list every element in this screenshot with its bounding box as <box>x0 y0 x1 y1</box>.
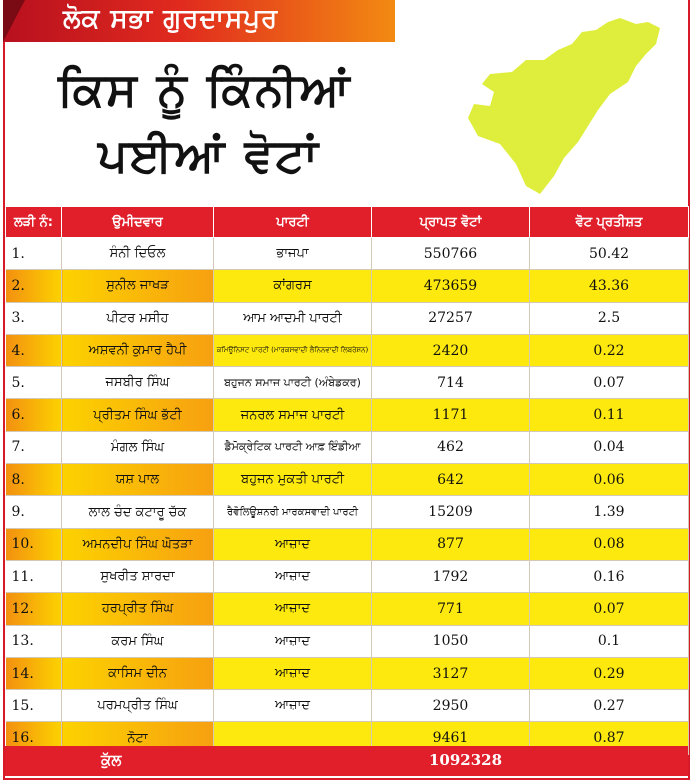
headline-line-2: ਪਈਆਂ ਵੋਟਾਂ <box>98 128 320 182</box>
party-cell: ਆਜ਼ਾਦ <box>214 528 372 560</box>
serial-cell: 4. <box>6 334 62 366</box>
party-cell: ਆਜ਼ਾਦ <box>214 657 372 689</box>
votes-cell: 642 <box>372 464 530 496</box>
percentage-cell: 0.06 <box>530 464 689 496</box>
candidate-cell: ਮੰਗਲ ਸਿੰਘ <box>62 431 214 463</box>
constituency-title: ਲੋਕ ਸਭਾ ਗੁਰਦਾਸਪੁਰ <box>63 4 279 34</box>
votes-cell: 462 <box>372 431 530 463</box>
party-cell: ਰੈਵੋਲਿਊਸ਼ਨਰੀ ਮਾਰਕਸਵਾਦੀ ਪਾਰਟੀ <box>214 496 372 528</box>
header-candidate: ਉਮੀਦਵਾਰ <box>62 207 214 238</box>
serial-cell: 16. <box>6 722 62 754</box>
table-row <box>6 690 689 722</box>
table-row <box>6 302 689 334</box>
table-row <box>6 367 689 399</box>
party-cell: ਜਨਰਲ ਸਮਾਜ ਪਾਰਟੀ <box>214 399 372 431</box>
total-row <box>5 746 688 776</box>
party-cell: ਆਜ਼ਾਦ <box>214 560 372 592</box>
serial-cell: 6. <box>6 399 62 431</box>
header-percentage: ਵੋਟ ਪ੍ਰਤੀਸ਼ਤ <box>530 207 689 238</box>
percentage-cell: 2.5 <box>530 302 689 334</box>
percentage-cell: 0.22 <box>530 334 689 366</box>
party-cell: ਆਜ਼ਾਦ <box>214 593 372 625</box>
table-row <box>6 464 689 496</box>
candidate-cell: ਯਸ਼ ਪਾਲ <box>62 464 214 496</box>
table-row <box>6 625 689 657</box>
table-row <box>6 593 689 625</box>
serial-cell: 5. <box>6 367 62 399</box>
percentage-cell: 1.39 <box>530 496 689 528</box>
serial-cell: 11. <box>6 560 62 592</box>
percentage-cell: 43.36 <box>530 270 689 302</box>
serial-cell: 10. <box>6 528 62 560</box>
votes-cell: 2950 <box>372 690 530 722</box>
table-row <box>6 528 689 560</box>
percentage-cell: 0.29 <box>530 657 689 689</box>
percentage-cell: 0.27 <box>530 690 689 722</box>
candidate-cell: ਪ੍ਰੀਤਮ ਸਿੰਘ ਭੱਟੀ <box>62 399 214 431</box>
table-row <box>6 657 689 689</box>
serial-cell: 15. <box>6 690 62 722</box>
party-cell: ਆਮ ਆਦਮੀ ਪਾਰਟੀ <box>214 302 372 334</box>
candidate-cell: ਸੁਖਰੀਤ ਸ਼ਾਰਦਾ <box>62 560 214 592</box>
candidate-cell: ਨੋਟਾ <box>62 722 214 754</box>
serial-cell: 7. <box>6 431 62 463</box>
percentage-cell: 50.42 <box>530 238 689 270</box>
percentage-cell: 0.11 <box>530 399 689 431</box>
votes-cell: 15209 <box>372 496 530 528</box>
results-table <box>5 206 689 755</box>
party-cell: ਆਜ਼ਾਦ <box>214 690 372 722</box>
party-cell: ਬਹੁਜਨ ਸਮਾਜ ਪਾਰਟੀ (ਅੰਬੇਡਕਰ) <box>214 367 372 399</box>
votes-cell: 9461 <box>372 722 530 754</box>
percentage-cell: 0.1 <box>530 625 689 657</box>
header-party: ਪਾਰਟੀ <box>214 207 372 238</box>
candidate-cell: ਸੰਨੀ ਦਿਓਲ <box>62 238 214 270</box>
candidate-cell: ਅਮਨਦੀਪ ਸਿੰਘ ਘੋਤੜਾ <box>62 528 214 560</box>
percentage-cell: 0.07 <box>530 367 689 399</box>
serial-cell: 1. <box>6 238 62 270</box>
party-cell: ਭਾਜਪਾ <box>214 238 372 270</box>
votes-cell: 2420 <box>372 334 530 366</box>
serial-cell: 12. <box>6 593 62 625</box>
candidate-cell: ਸੁਨੀਲ ਜਾਖੜ <box>62 270 214 302</box>
serial-cell: 13. <box>6 625 62 657</box>
banner-notch <box>3 0 25 42</box>
votes-cell: 3127 <box>372 657 530 689</box>
votes-cell: 714 <box>372 367 530 399</box>
header-serial: ਲੜੀ ਨੰ: <box>6 207 62 238</box>
table-row <box>6 496 689 528</box>
constituency-banner <box>3 0 395 42</box>
table-row <box>6 238 689 270</box>
votes-cell: 27257 <box>372 302 530 334</box>
candidate-cell: ਅਸ਼ਵਨੀ ਕੁਮਾਰ ਹੈਪੀ <box>62 334 214 366</box>
table-row <box>6 270 689 302</box>
party-cell: ਆਜ਼ਾਦ <box>214 625 372 657</box>
serial-cell: 9. <box>6 496 62 528</box>
party-cell: ਬਹੁਜਨ ਮੁਕਤੀ ਪਾਰਟੀ <box>214 464 372 496</box>
table-header-row <box>6 207 689 238</box>
table-row <box>6 334 689 366</box>
votes-cell: 1171 <box>372 399 530 431</box>
votes-cell: 771 <box>372 593 530 625</box>
votes-cell: 877 <box>372 528 530 560</box>
serial-cell: 8. <box>6 464 62 496</box>
percentage-cell: 0.08 <box>530 528 689 560</box>
party-cell: ਕਾਂਗਰਸ <box>214 270 372 302</box>
percentage-cell: 0.07 <box>530 593 689 625</box>
votes-cell: 550766 <box>372 238 530 270</box>
total-value: 1092328 <box>429 751 503 769</box>
candidate-cell: ਕਾਸਿਮ ਦੀਨ <box>62 657 214 689</box>
candidate-cell: ਜਸਬੀਰ ਸਿੰਘ <box>62 367 214 399</box>
party-cell: ਡੈਮੋਕ੍ਰੇਟਿਕ ਪਾਰਟੀ ਆਫ਼ ਇੰਡੀਆ <box>214 431 372 463</box>
candidate-cell: ਲਾਲ ਚੰਦ ਕਟਾਰੂ ਚੱਕ <box>62 496 214 528</box>
candidate-cell: ਹਰਪ੍ਰੀਤ ਸਿੰਘ <box>62 593 214 625</box>
candidate-cell: ਪਰਮਪ੍ਰੀਤ ਸਿੰਘ <box>62 690 214 722</box>
votes-cell: 1792 <box>372 560 530 592</box>
votes-cell: 473659 <box>372 270 530 302</box>
total-label: ਕੁੱਲ <box>101 751 122 769</box>
map-shape <box>468 18 660 194</box>
serial-cell: 14. <box>6 657 62 689</box>
serial-cell: 3. <box>6 302 62 334</box>
table-row <box>6 431 689 463</box>
party-cell: ਕਮਿਊਨਿਸਟ ਪਾਰਟੀ (ਮਾਰਕਸਵਾਦੀ ਲੈਨਿਨਵਾਦੀ ਲਿਬਰੇਸ਼ਨ) <box>214 334 372 366</box>
percentage-cell: 0.87 <box>530 722 689 754</box>
gurdaspur-map-icon <box>460 14 670 204</box>
headline-line-1: ਕਿਸ ਨੂੰ ਕਿੰਨੀਆਂ <box>58 62 352 116</box>
table-row <box>6 560 689 592</box>
serial-cell: 2. <box>6 270 62 302</box>
percentage-cell: 0.04 <box>530 431 689 463</box>
votes-cell: 1050 <box>372 625 530 657</box>
candidate-cell: ਪੀਟਰ ਮਸੀਹ <box>62 302 214 334</box>
percentage-cell: 0.16 <box>530 560 689 592</box>
header-votes: ਪ੍ਰਾਪਤ ਵੋਟਾਂ <box>372 207 530 238</box>
candidate-cell: ਕਰਮ ਸਿੰਘ <box>62 625 214 657</box>
table-row <box>6 399 689 431</box>
